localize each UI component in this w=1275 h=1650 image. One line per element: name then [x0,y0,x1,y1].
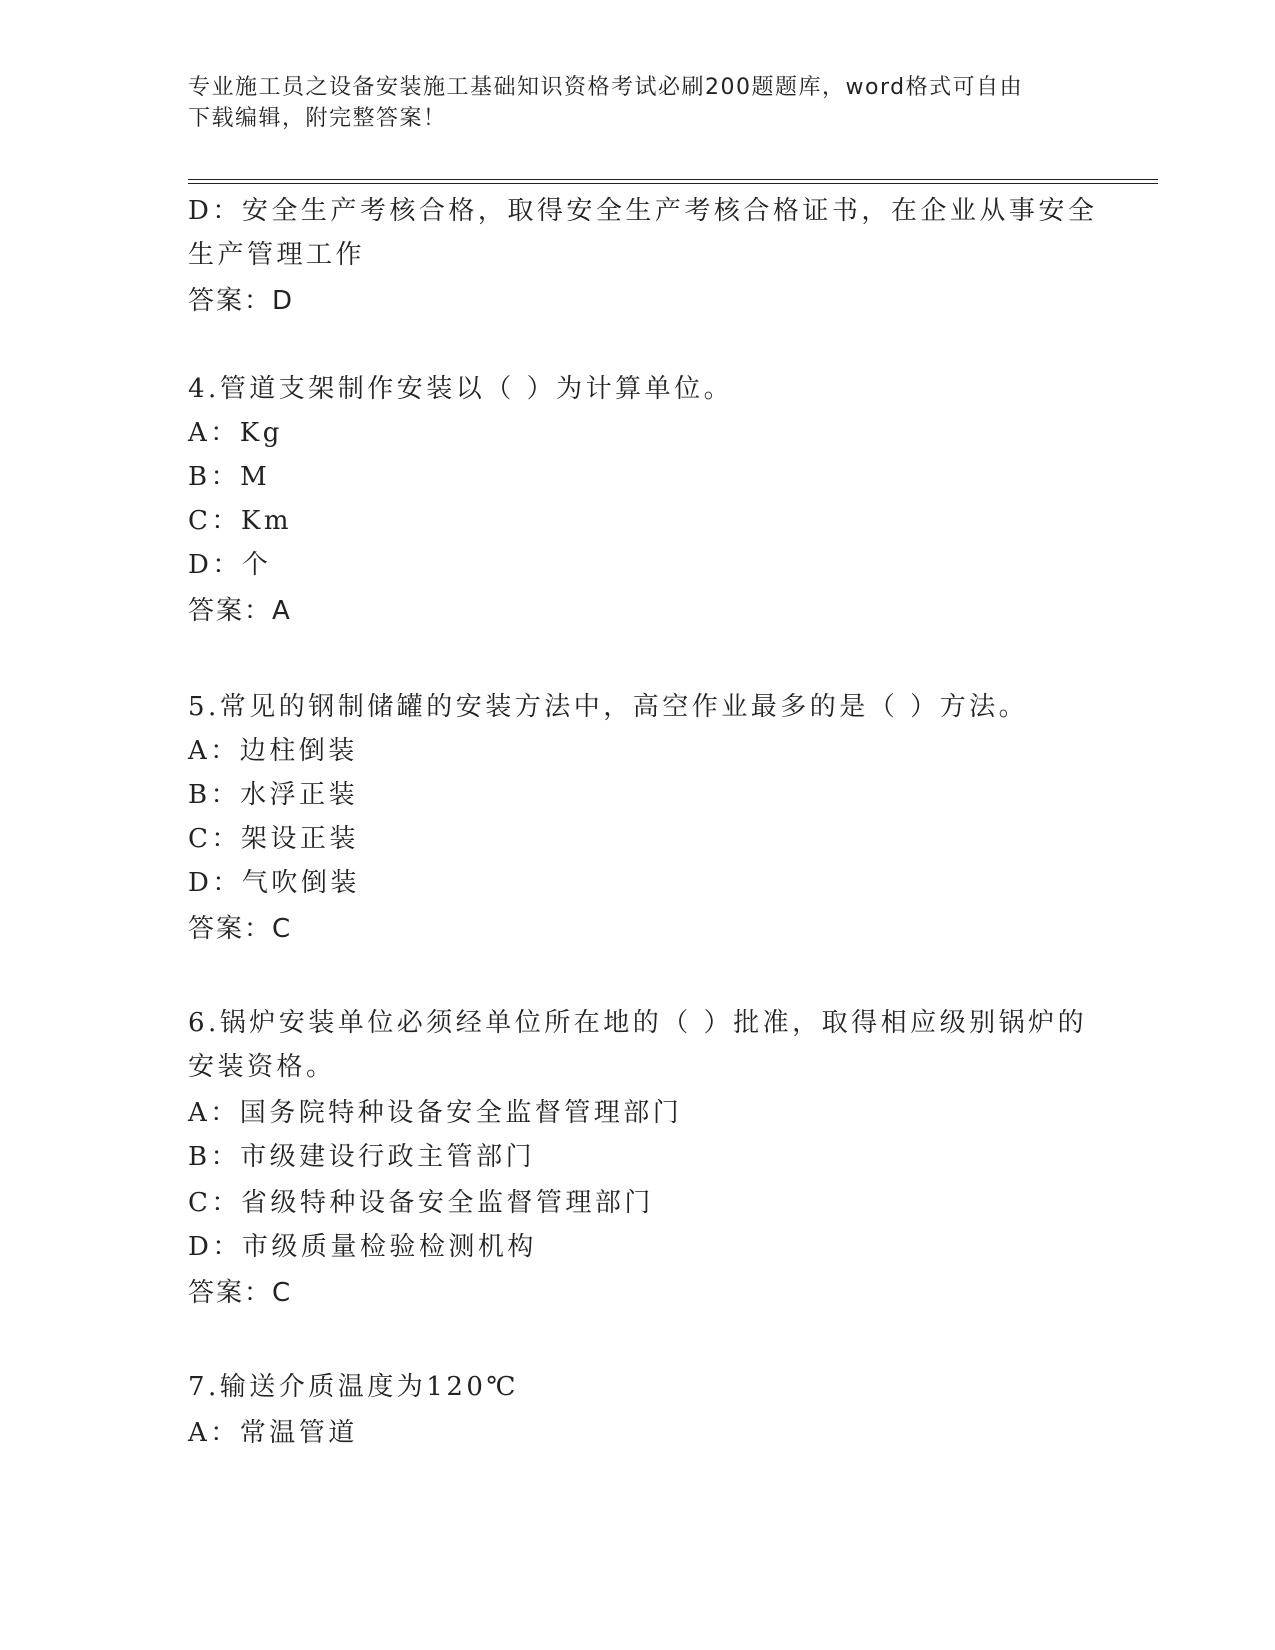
q3-answer: 答案：D [188,286,295,316]
q5-option-a: A：边柱倒装 [188,736,358,766]
q5-option-c: C：架设正装 [188,824,359,854]
header-divider-top [188,179,1158,180]
q4-option-d: D：个 [188,550,272,580]
q4-stem: 4.管道支架制作安装以（ ）为计算单位。 [188,374,734,404]
q5-stem: 5.常见的钢制储罐的安装方法中，高空作业最多的是（ ）方法。 [188,692,1029,722]
q6-option-c: C：省级特种设备安全监督管理部门 [188,1188,654,1218]
q4-option-b: B：M [188,462,271,492]
q6-stem-line2: 安装资格。 [188,1052,336,1082]
header-line-1: 专业施工员之设备安装施工基础知识资格考试必刷200题题库，word格式可自由 [188,75,1024,100]
q6-option-d: D：市级质量检验检测机构 [188,1232,537,1262]
q7-option-a: A：常温管道 [188,1418,358,1448]
q5-option-d: D：气吹倒装 [188,868,360,898]
q6-option-b: B：市级建设行政主管部门 [188,1142,536,1172]
q4-answer: 答案：A [188,596,292,626]
header-line-2: 下载编辑，附完整答案！ [188,106,447,131]
q6-option-a: A：国务院特种设备安全监督管理部门 [188,1098,683,1128]
header-divider-bottom [188,183,1158,184]
q4-option-a: A：Kg [188,418,283,448]
q3-option-d-line1: D：安全生产考核合格，取得安全生产考核合格证书，在企业从事安全 [188,196,1098,226]
q7-stem: 7.输送介质温度为120℃ [188,1372,520,1402]
q6-answer: 答案：C [188,1278,293,1308]
q6-stem-line1: 6.锅炉安装单位必须经单位所在地的（ ）批准，取得相应级别锅炉的 [188,1008,1088,1038]
q3-option-d-line2: 生产管理工作 [188,240,366,270]
document-header [188,72,1088,134]
q4-option-c: C：Km [188,506,292,536]
q5-option-b: B：水浮正装 [188,780,359,810]
q5-answer: 答案：C [188,914,293,944]
